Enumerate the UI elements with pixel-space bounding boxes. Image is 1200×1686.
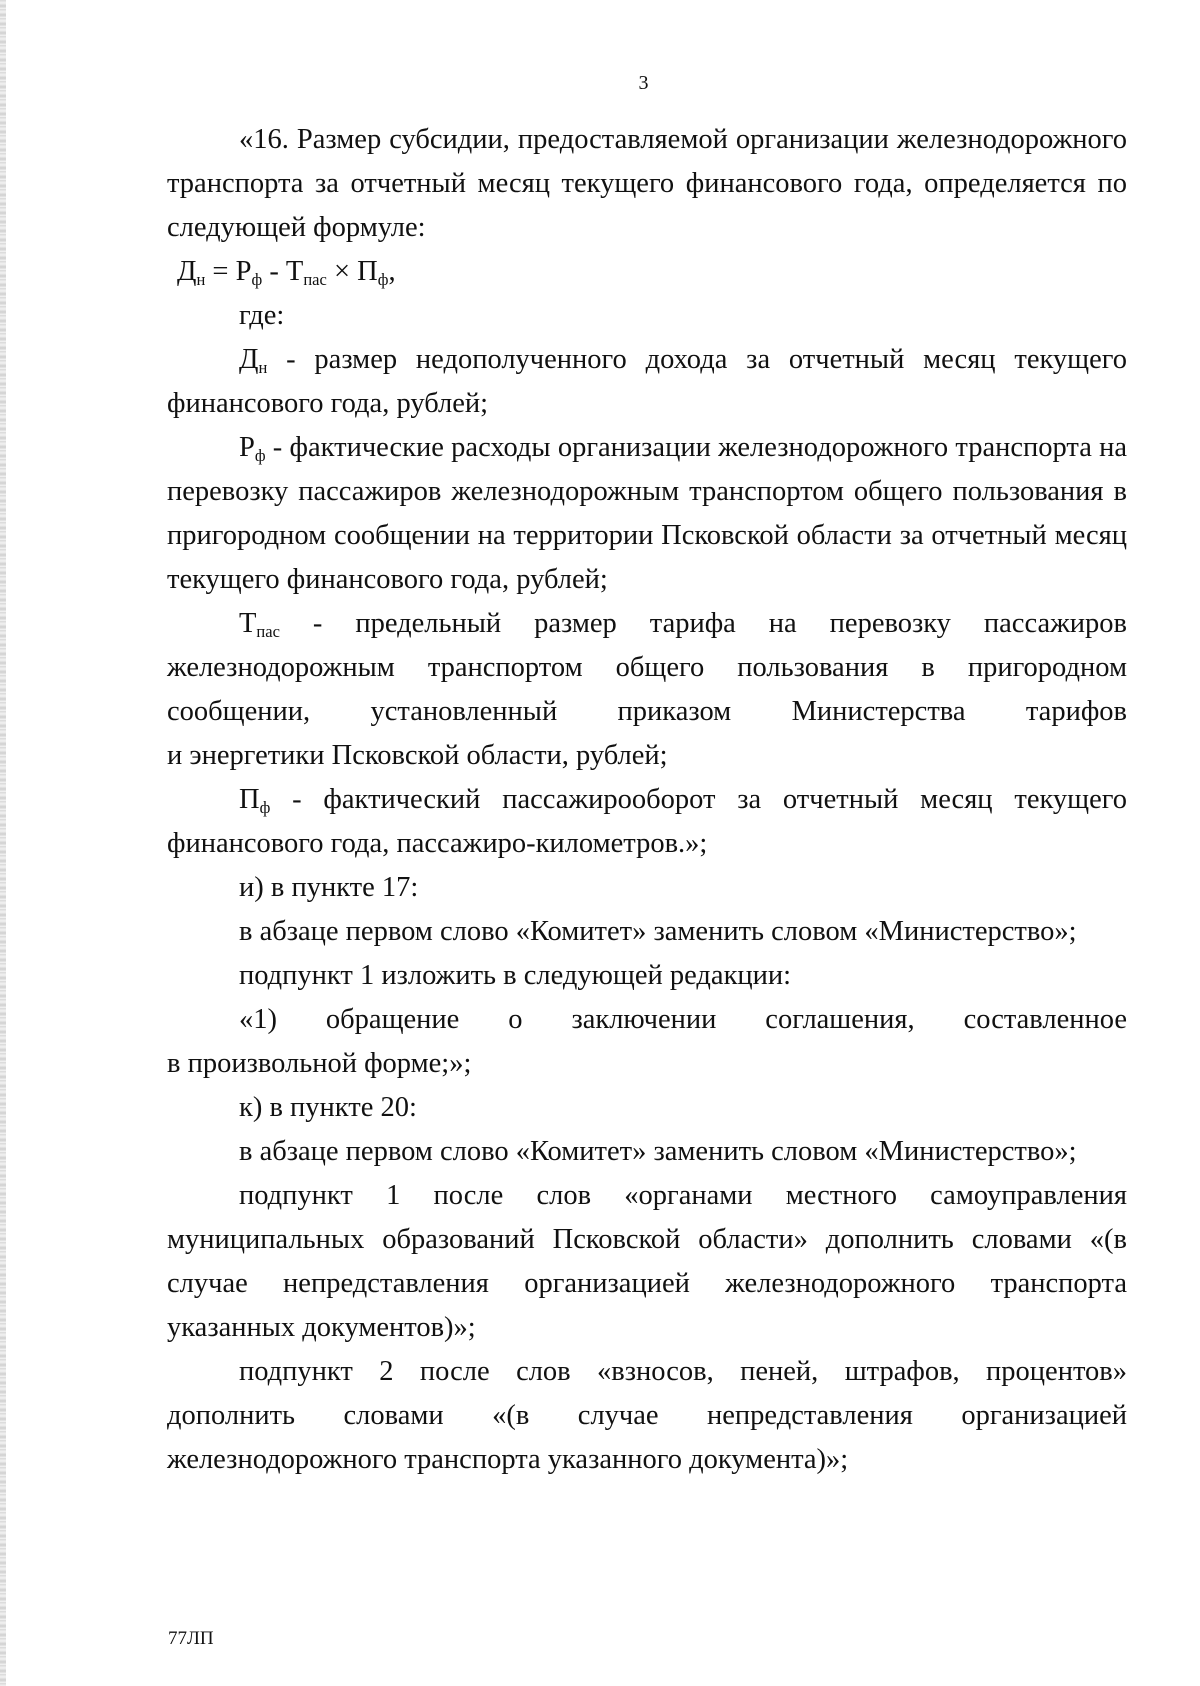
where-label: где: [239, 300, 285, 331]
item-k-first-paragraph: в абзаце первом слово «Комитет» заменить словом «Министерство»; [239, 1136, 1077, 1167]
document-code: 77ЛП [168, 1628, 214, 1649]
item-i-new-wording-continuation: в произвольной форме;»; [167, 1048, 472, 1079]
page-number: 3 [638, 72, 649, 94]
definition-r: $Р_ф$ - фактические расходы организации железнодорожного транспорта на перевозку пассажиров железнодорожным транспортом общего пользования в пригородном сообщении на территории Псковской области за отчетный месяц текущего финансового года, рублей; [167, 432, 1127, 595]
item-i-first-paragraph: в абзаце первом слово «Комитет» заменить словом «Министерство»; [239, 916, 1077, 947]
item-k-point-20: к) в пункте 20: [239, 1092, 417, 1123]
item-i-point-17: и) в пункте 17: [239, 872, 419, 903]
item-i-subpoint-1: подпункт 1 изложить в следующей редакции: [239, 960, 792, 991]
definition-pi: $П_ф$ - фактический пассажирооборот за отчетный месяц текущего финансового года, пассажиро-километров.»; [167, 784, 1127, 859]
definition-t: $Т_{пас}$ - предельный размер тарифа на перевозку пассажиров железнодорожным транспортом общего пользования в пригородном сообщении, установленный приказом Министерства тарифов [167, 608, 1127, 727]
scan-edge [0, 0, 6, 1686]
paragraph-16: «16. Размер субсидии, предоставляемой организации железнодорожного транспорта за отчетный месяц текущего финансового года, определяется по следующей формуле: [167, 124, 1127, 243]
formula: $Д_н = Р_ф - Т_{пас} \times П_ф$, [177, 256, 396, 289]
item-k-subpoint-1: подпункт 1 после слов «органами местного самоуправления муниципальных образований Псковской области» дополнить словами «(в случае непредставления организацией железнодорожного транспорта указанных документов)»; [167, 1180, 1127, 1343]
document-body [167, 118, 1127, 1482]
item-i-new-wording: «1) обращение о заключении соглашения, составленное [239, 1004, 1127, 1035]
definition-d: $Д_н$ - размер недополученного дохода за отчетный месяц текущего финансового года, рублей; [167, 344, 1127, 419]
definition-t-continuation: и энергетики Псковской области, рублей; [167, 740, 668, 771]
item-k-subpoint-2: подпункт 2 после слов «взносов, пеней, штрафов, процентов» дополнить словами «(в случае непредставления организацией железнодорожного транспорта указанного документа)»; [167, 1356, 1127, 1475]
